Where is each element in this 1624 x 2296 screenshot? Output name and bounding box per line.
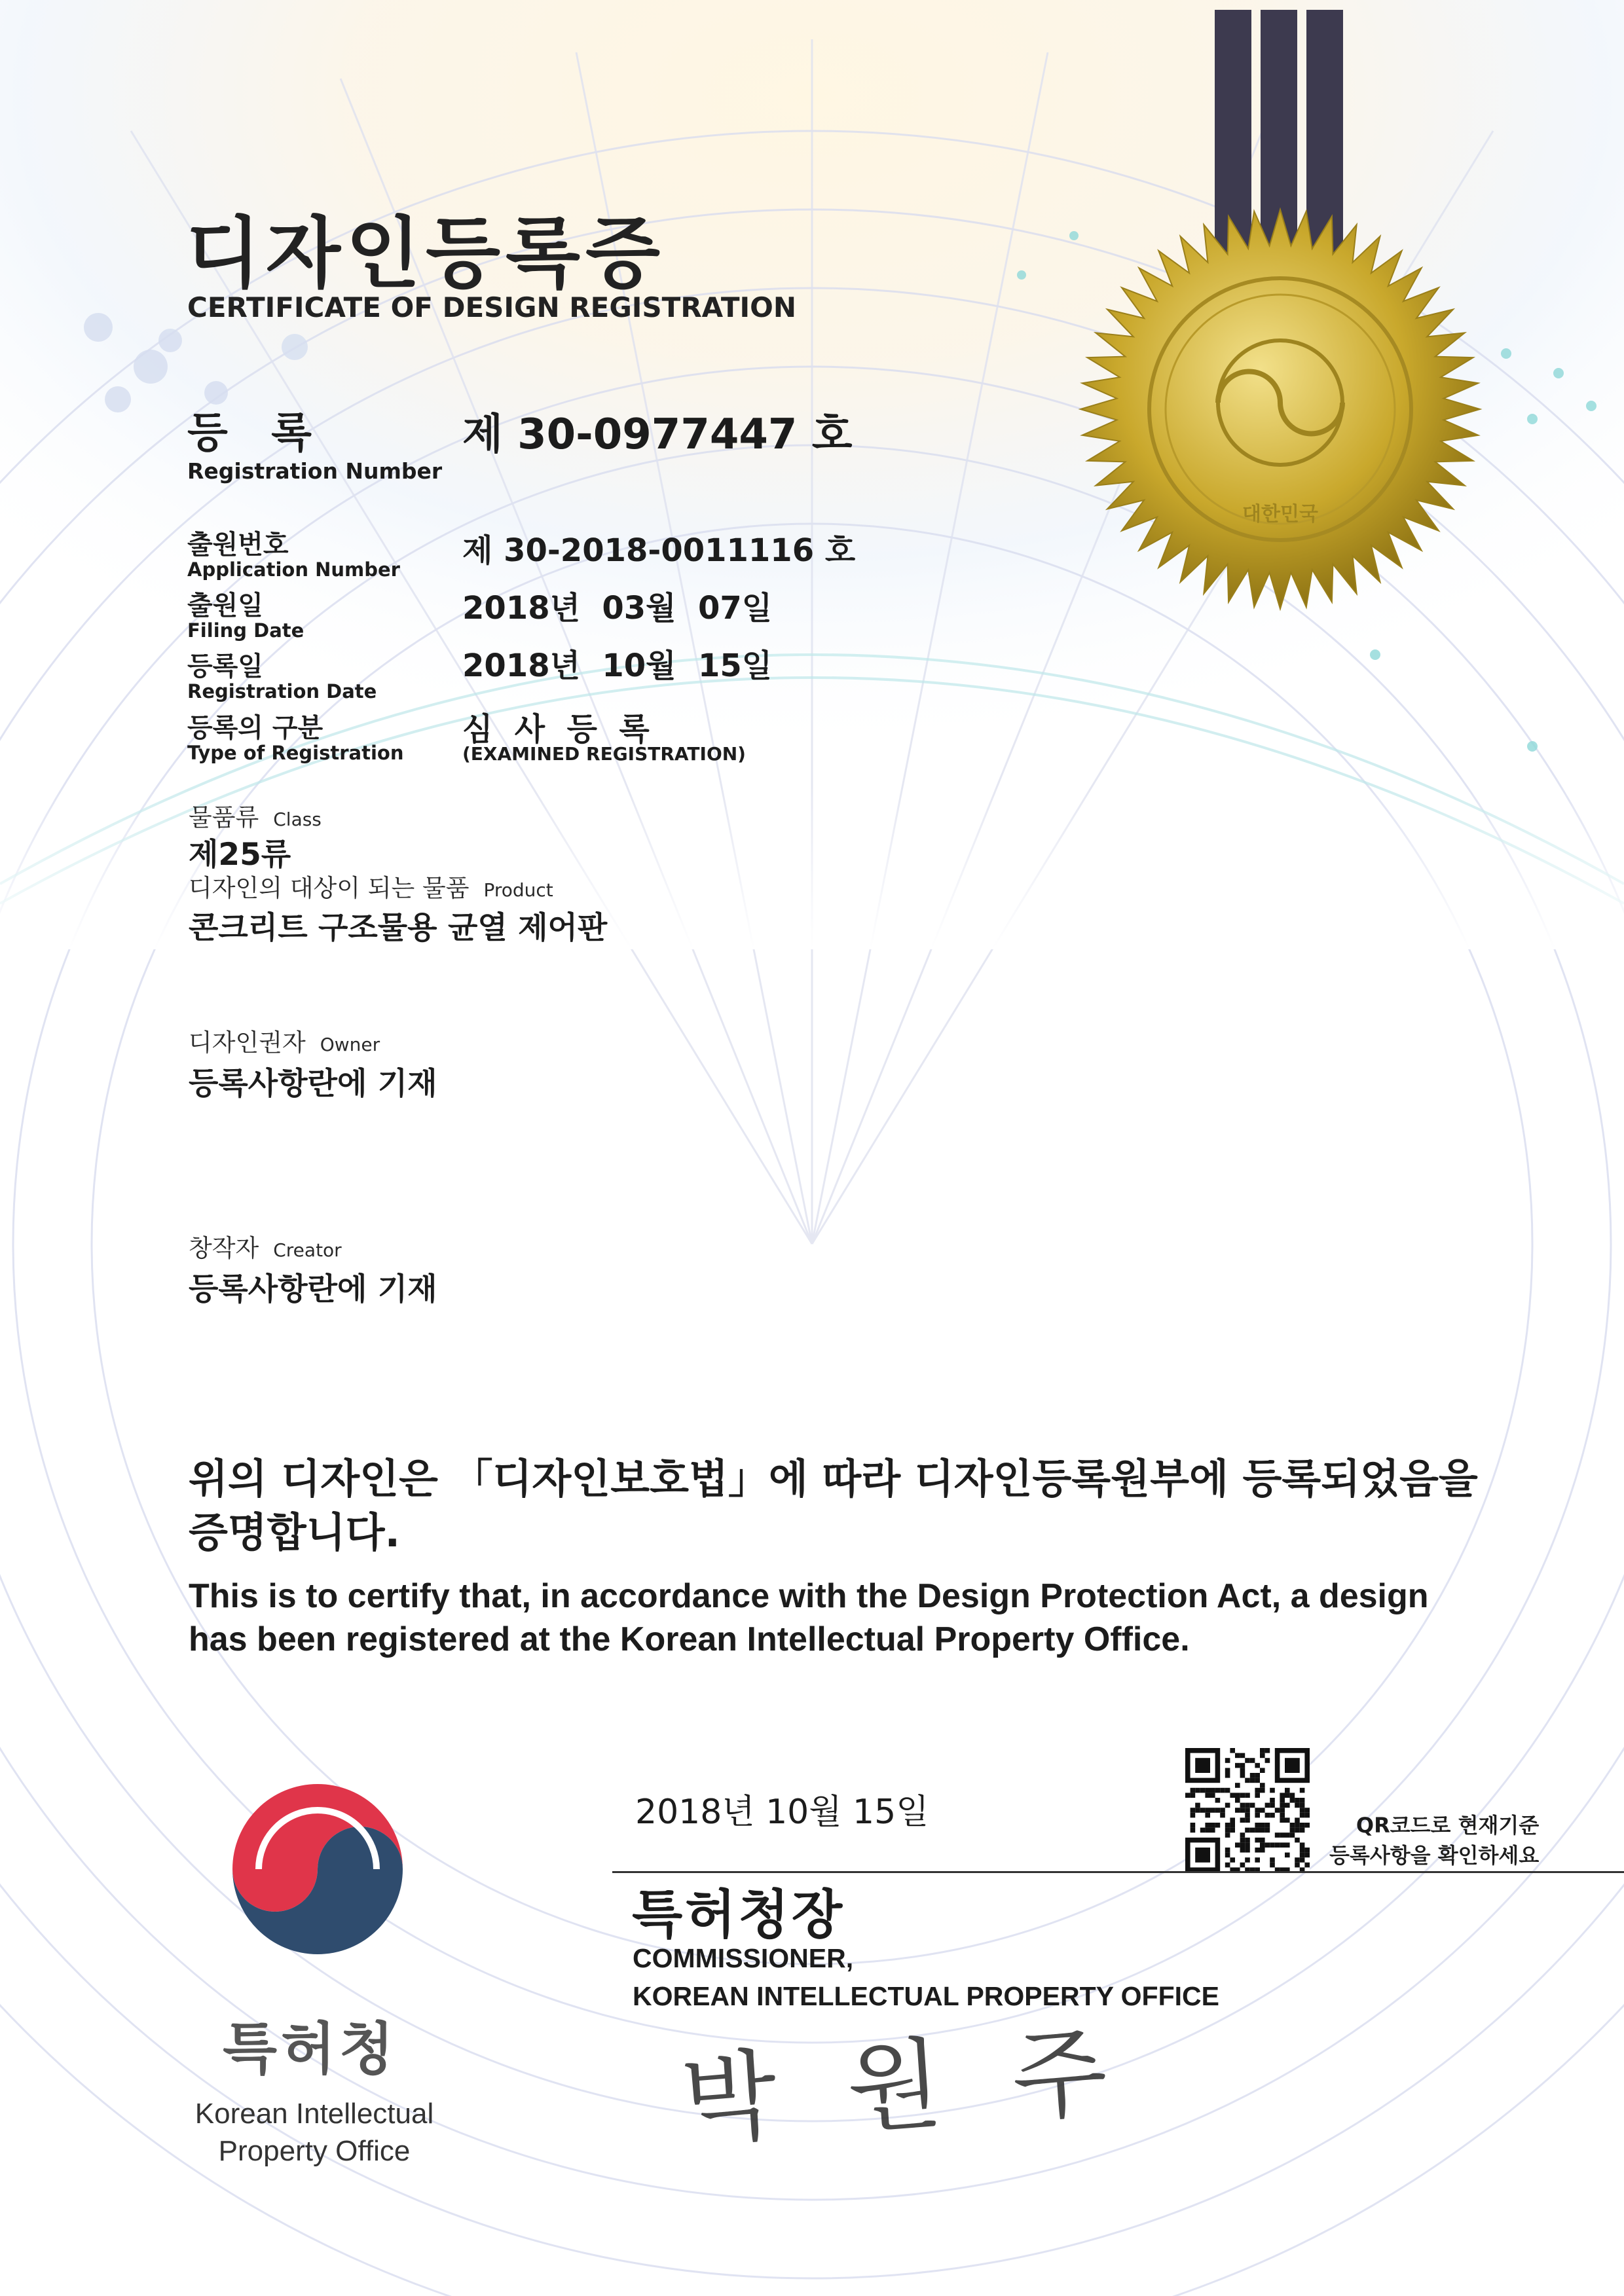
registration-label-english: Registration Number: [187, 458, 443, 484]
filing-date-label-english: Filing Date: [187, 619, 304, 642]
kipo-name-english: [151, 2095, 478, 2170]
creator-label: [189, 1228, 342, 1264]
commissioner-signature: 박 원 주: [678, 2014, 1131, 2159]
product-value: 콘크리트 구조물용 균열 제어판: [189, 910, 608, 946]
gold-seal: [1077, 206, 1483, 612]
product-label: [189, 868, 553, 903]
registration-type-label-english: Type of Registration: [187, 742, 404, 764]
certification-english-line-2: has been registered at the Korean Intellectual Property Office.: [189, 1620, 1190, 1658]
commissioner-english-line-2: KOREAN INTELLECTUAL PROPERTY OFFICE: [633, 1981, 1219, 2011]
creator-label-english: Creator: [273, 1239, 342, 1261]
certification-english-line-1: This is to certify that, in accordance with the Design Protection Act, a design: [189, 1577, 1429, 1615]
commissioner-title-english: [633, 1939, 1219, 2015]
qr-instruction-line-2: 등록사항을 확인하세요: [1329, 1843, 1540, 1868]
creator-value: 등록사항란에 기재: [189, 1271, 437, 1307]
filing-date-value: 2018년 03월 07일: [462, 590, 773, 627]
certification-korean-line-1: 위의 디자인은 「디자인보호법」에 따라 디자인등록원부에 등록되었음을: [189, 1455, 1478, 1503]
kipo-taegeuk-logo: [219, 1771, 416, 1967]
qr-instruction: [1329, 1810, 1539, 1870]
owner-label-korean: 디자인권자: [189, 1029, 306, 1057]
commissioner-title-korean: 특허청장: [632, 1884, 845, 1945]
registration-type-value: 심 사 등 록: [462, 711, 650, 748]
registration-label-korean: 등 록: [187, 409, 326, 458]
certification-korean-line-2: 증명합니다.: [189, 1508, 401, 1556]
seal-text: 대한민국: [1242, 503, 1318, 526]
certification-statement-english: [189, 1575, 1531, 1661]
title-english: CERTIFICATE OF DESIGN REGISTRATION: [187, 291, 797, 323]
registration-date-label-korean: 등록일: [187, 651, 263, 682]
qr-code[interactable]: [1185, 1748, 1310, 1872]
owner-label: [189, 1023, 380, 1058]
registration-date-label-english: Registration Date: [187, 680, 377, 702]
owner-label-english: Owner: [320, 1034, 380, 1055]
kipo-name-english-line-2: Property Office: [218, 2135, 411, 2167]
class-label-english: Class: [273, 809, 322, 830]
kipo-name-english-line-1: Korean Intellectual: [194, 2098, 434, 2130]
product-label-korean: 디자인의 대상이 되는 물품: [189, 874, 470, 902]
registration-date-value: 2018년 10월 15일: [462, 647, 773, 684]
qr-instruction-line-1: QR코드로 현재기준: [1356, 1813, 1540, 1838]
product-label-english: Product: [483, 879, 553, 901]
commissioner-english-line-1: COMMISSIONER,: [633, 1943, 854, 1973]
registration-number: 제 30-0977447 호: [462, 410, 853, 459]
certification-statement-korean: [189, 1452, 1531, 1559]
class-value: 제25류: [189, 837, 291, 873]
registration-type-subvalue: (EXAMINED REGISTRATION): [462, 743, 746, 765]
filing-date-label-korean: 출원일: [187, 591, 263, 621]
application-number-value: 제 30-2018-0011116 호: [462, 532, 856, 569]
class-label: [189, 797, 322, 833]
owner-value: 등록사항란에 기재: [189, 1066, 437, 1102]
issue-date: 2018년 10월 15일: [635, 1793, 929, 1832]
class-label-korean: 물품류: [189, 803, 259, 831]
title-korean: 디자인등록증: [186, 208, 665, 299]
application-number-label-english: Application Number: [187, 558, 400, 581]
registration-type-label-korean: 등록의 구분: [187, 713, 323, 743]
application-number-label-korean: 출원번호: [187, 530, 289, 560]
kipo-name-korean: 특허청: [223, 2016, 398, 2082]
creator-label-korean: 창작자: [189, 1234, 259, 1262]
